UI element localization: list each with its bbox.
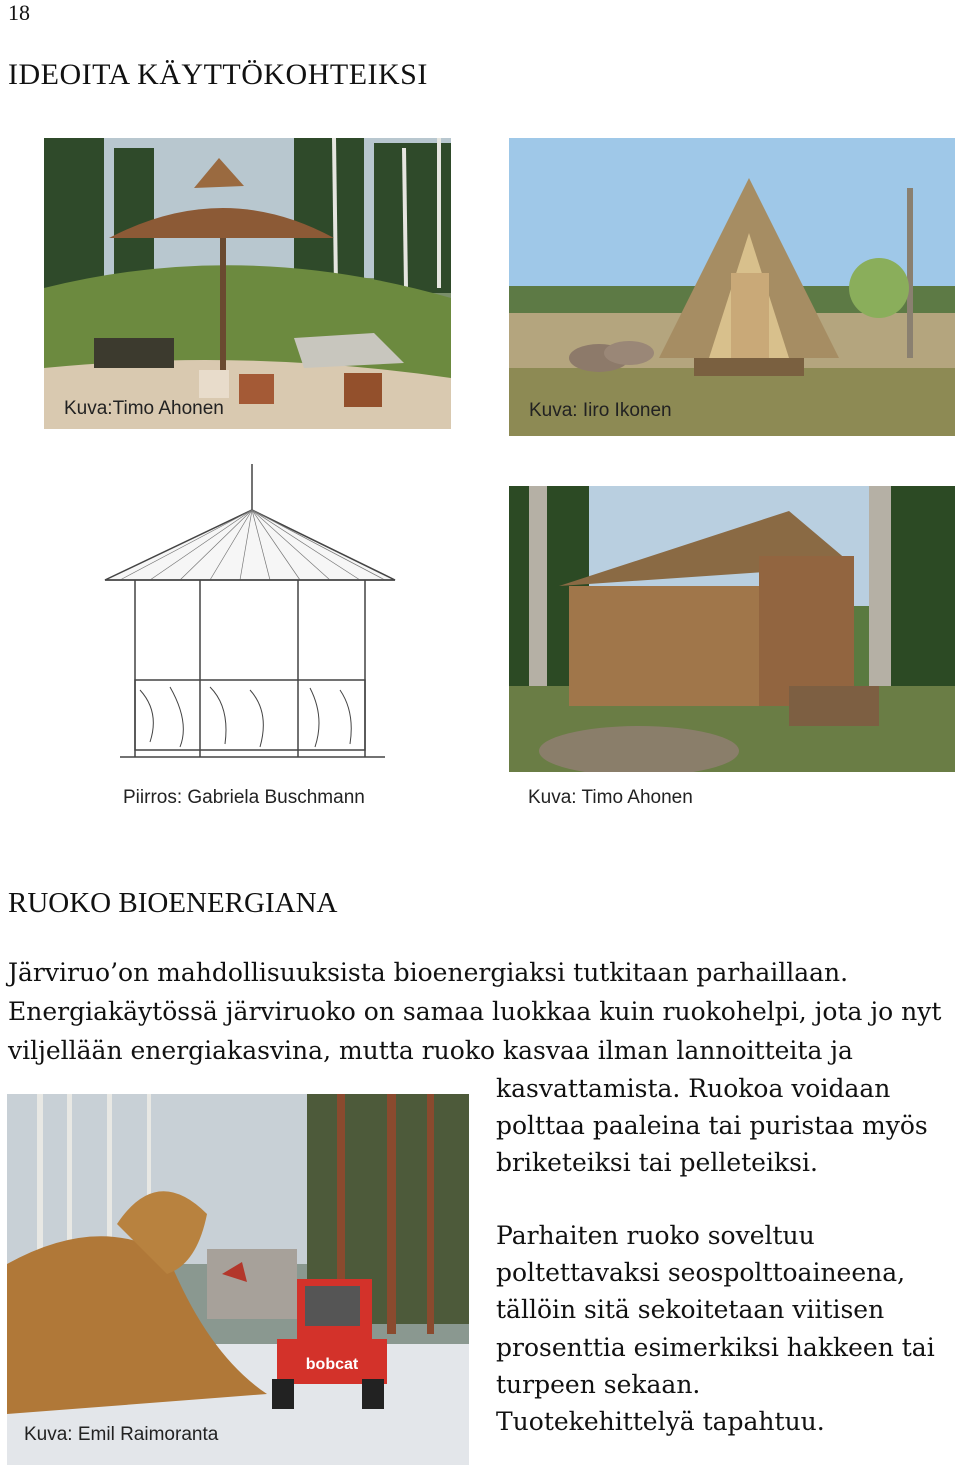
paragraph-line: polttaa paaleina tai puristaa myös [496, 1111, 928, 1140]
paragraph-line: Järviruo’on mahdollisuuksista bioenergiaksi tutkitaan parhaillaan. [8, 958, 849, 987]
paragraph-line: Parhaiten ruoko soveltuu [496, 1221, 815, 1250]
bobcat-loader-photo [7, 1094, 469, 1465]
a-frame-caption: Kuva: Iiro Ikonen [529, 400, 672, 421]
bobcat-logo: bobcat [305, 1356, 359, 1373]
page-title: IDEOITA KÄYTTÖKOHTEIKSI [8, 58, 428, 91]
paragraph-line: briketeiksi tai pelleteiksi. [496, 1148, 818, 1177]
gazebo-drawing [100, 462, 400, 767]
paragraph-line: turpeen sekaan. [496, 1370, 701, 1399]
page-number: 18 [8, 0, 30, 25]
umbrella-photo [44, 138, 451, 429]
reed-shed-photo [509, 486, 955, 772]
paragraph-line: prosenttia esimerkiksi hakkeen tai [496, 1333, 935, 1362]
a-frame-hut-photo [509, 138, 955, 436]
paragraph-line: poltettavaksi seospolttoaineena, [496, 1258, 906, 1287]
paragraph-line: Energiakäytössä järviruoko on samaa luokkaa kuin ruokohelpi, jota jo nyt [8, 997, 942, 1026]
paragraph-line: kasvattamista. Ruokoa voidaan [496, 1074, 891, 1103]
paragraph-line: Tuotekehittelyä tapahtuu. [496, 1407, 825, 1436]
section-title: RUOKO BIOENERGIANA [8, 887, 338, 919]
paragraph-line: viljellään energiakasvina, mutta ruoko kasvaa ilman lannoitteita ja [8, 1036, 853, 1065]
paragraph-line: tällöin sitä sekoitetaan viitisen [496, 1295, 885, 1324]
shed-caption: Kuva: Timo Ahonen [528, 787, 693, 808]
bobcat-caption: Kuva: Emil Raimoranta [24, 1424, 219, 1445]
gazebo-caption: Piirros: Gabriela Buschmann [123, 787, 365, 808]
umbrella-caption: Kuva:Timo Ahonen [64, 398, 224, 419]
